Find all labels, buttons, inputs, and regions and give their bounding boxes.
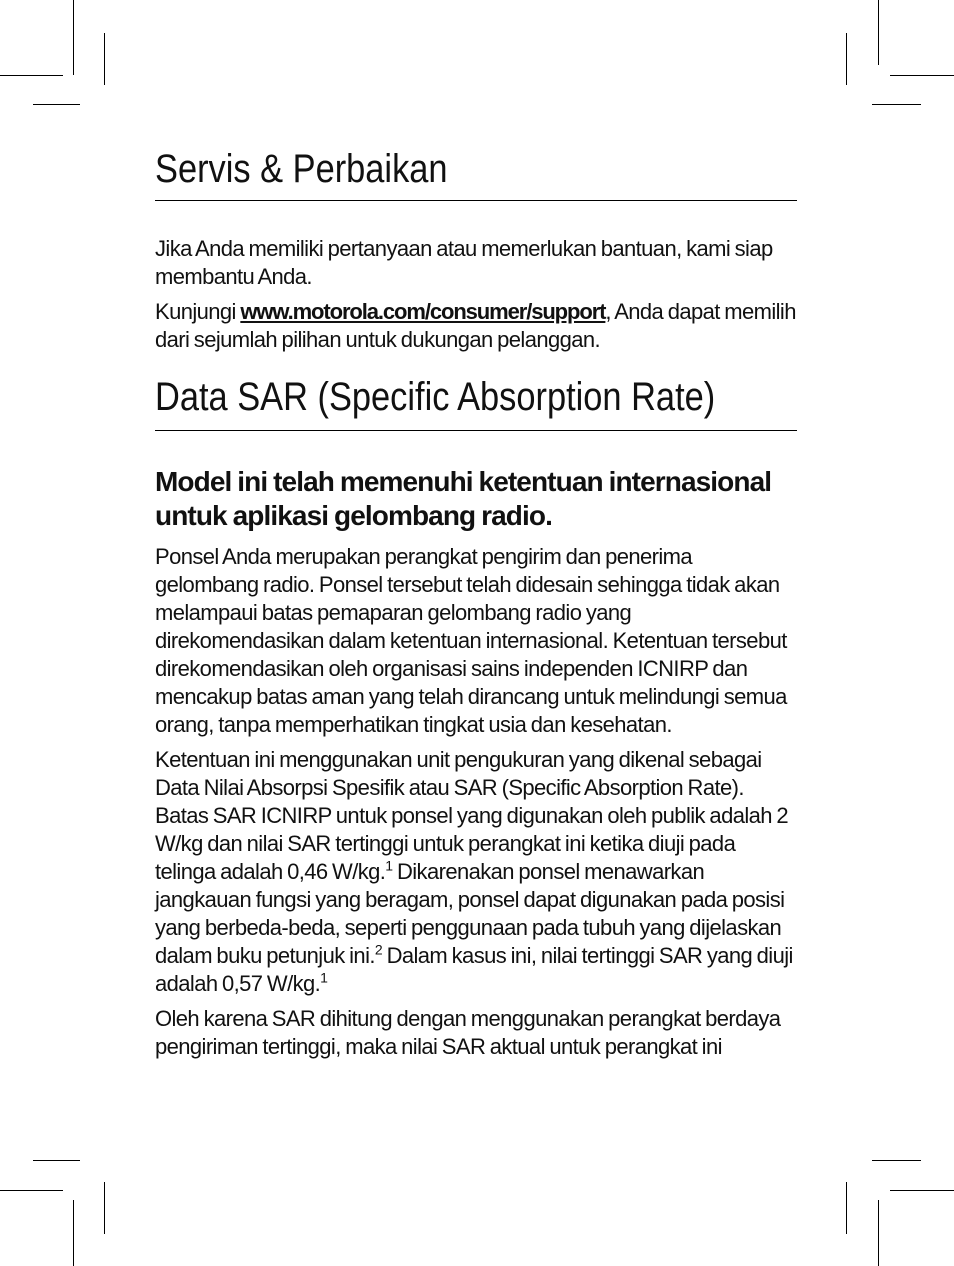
crop-mark <box>0 1190 63 1191</box>
text: Dalam kasus ini, nilai tertinggi SAR yang diuji adalah 0,57 W/kg. <box>155 943 793 996</box>
support-link[interactable]: www.motorola.com/consumer/support <box>240 299 606 324</box>
service-title: Servis & Perbaikan <box>155 147 448 191</box>
crop-mark <box>104 33 105 85</box>
service-paragraph <box>155 298 797 354</box>
crop-mark <box>104 1182 105 1234</box>
title-rule <box>155 200 797 201</box>
crop-mark <box>73 0 74 75</box>
crop-mark <box>872 1160 921 1161</box>
page-content <box>155 140 797 1061</box>
title-rule <box>155 430 797 431</box>
text: Ketentuan ini menggunakan unit pengukuran yang dikenal sebagai Data Nilai Absorpsi Spesifik atau SAR (Specific Absorption Rate). Batas SAR ICNIRP untuk ponsel yang digunakan oleh publik adalah 2 W/kg dan nilai SAR tertinggi untuk perangkat ini ketika diuji pada telinga adalah 0,46 W/kg. <box>155 747 789 884</box>
service-paragraph: Jika Anda memiliki pertanyaan atau memerlukan bantuan, kami siap membantu Anda. <box>155 236 773 289</box>
footnote-ref: 1 <box>320 969 328 986</box>
sar-title: Data SAR (Specific Absorption Rate) <box>155 375 716 419</box>
crop-mark <box>890 75 954 76</box>
crop-mark <box>878 1200 879 1266</box>
crop-mark <box>890 1190 954 1191</box>
crop-mark <box>846 33 847 85</box>
crop-mark <box>872 104 921 105</box>
crop-mark <box>33 104 80 105</box>
footnote-ref: 1 <box>385 857 393 874</box>
crop-mark <box>878 0 879 65</box>
crop-mark <box>33 1160 80 1161</box>
sar-paragraph: Ponsel Anda merupakan perangkat pengirim dan penerima gelombang radio. Ponsel tersebut telah didesain sehingga tidak akan melampaui batas pemaparan gelombang radio yang direkomendasikan dalam ketentuan internasional. Ketentuan tersebut direkomendasikan oleh organisasi sains independen ICNIRP dan mencakup batas aman yang telah dirancang untuk melindungi semua orang, tanpa memperhatikan tingkat usia dan kesehatan. <box>155 544 787 737</box>
sar-subheading: Model ini telah memenuhi ketentuan internasional untuk aplikasi gelombang radio. <box>155 466 772 531</box>
sar-paragraph <box>155 746 797 998</box>
footnote-ref: 2 <box>374 941 383 958</box>
crop-mark <box>846 1182 847 1234</box>
sar-paragraph: Oleh karena SAR dihitung dengan menggunakan perangkat berdaya pengiriman tertinggi, maka nilai SAR aktual untuk perangkat ini <box>155 1006 781 1059</box>
crop-mark <box>73 1200 74 1266</box>
text: , Anda dapat memilih dari sejumlah pilihan untuk dukungan pelanggan. <box>155 299 796 352</box>
crop-mark <box>0 75 63 76</box>
text: Kunjungi <box>155 299 241 324</box>
text: Dikarenakan ponsel menawarkan jangkauan fungsi yang beragam, ponsel dapat digunakan pada posisi yang berbeda-beda, seperti penggunaan pada tubuh yang dijelaskan dalam buku petunjuk ini. <box>155 859 785 968</box>
